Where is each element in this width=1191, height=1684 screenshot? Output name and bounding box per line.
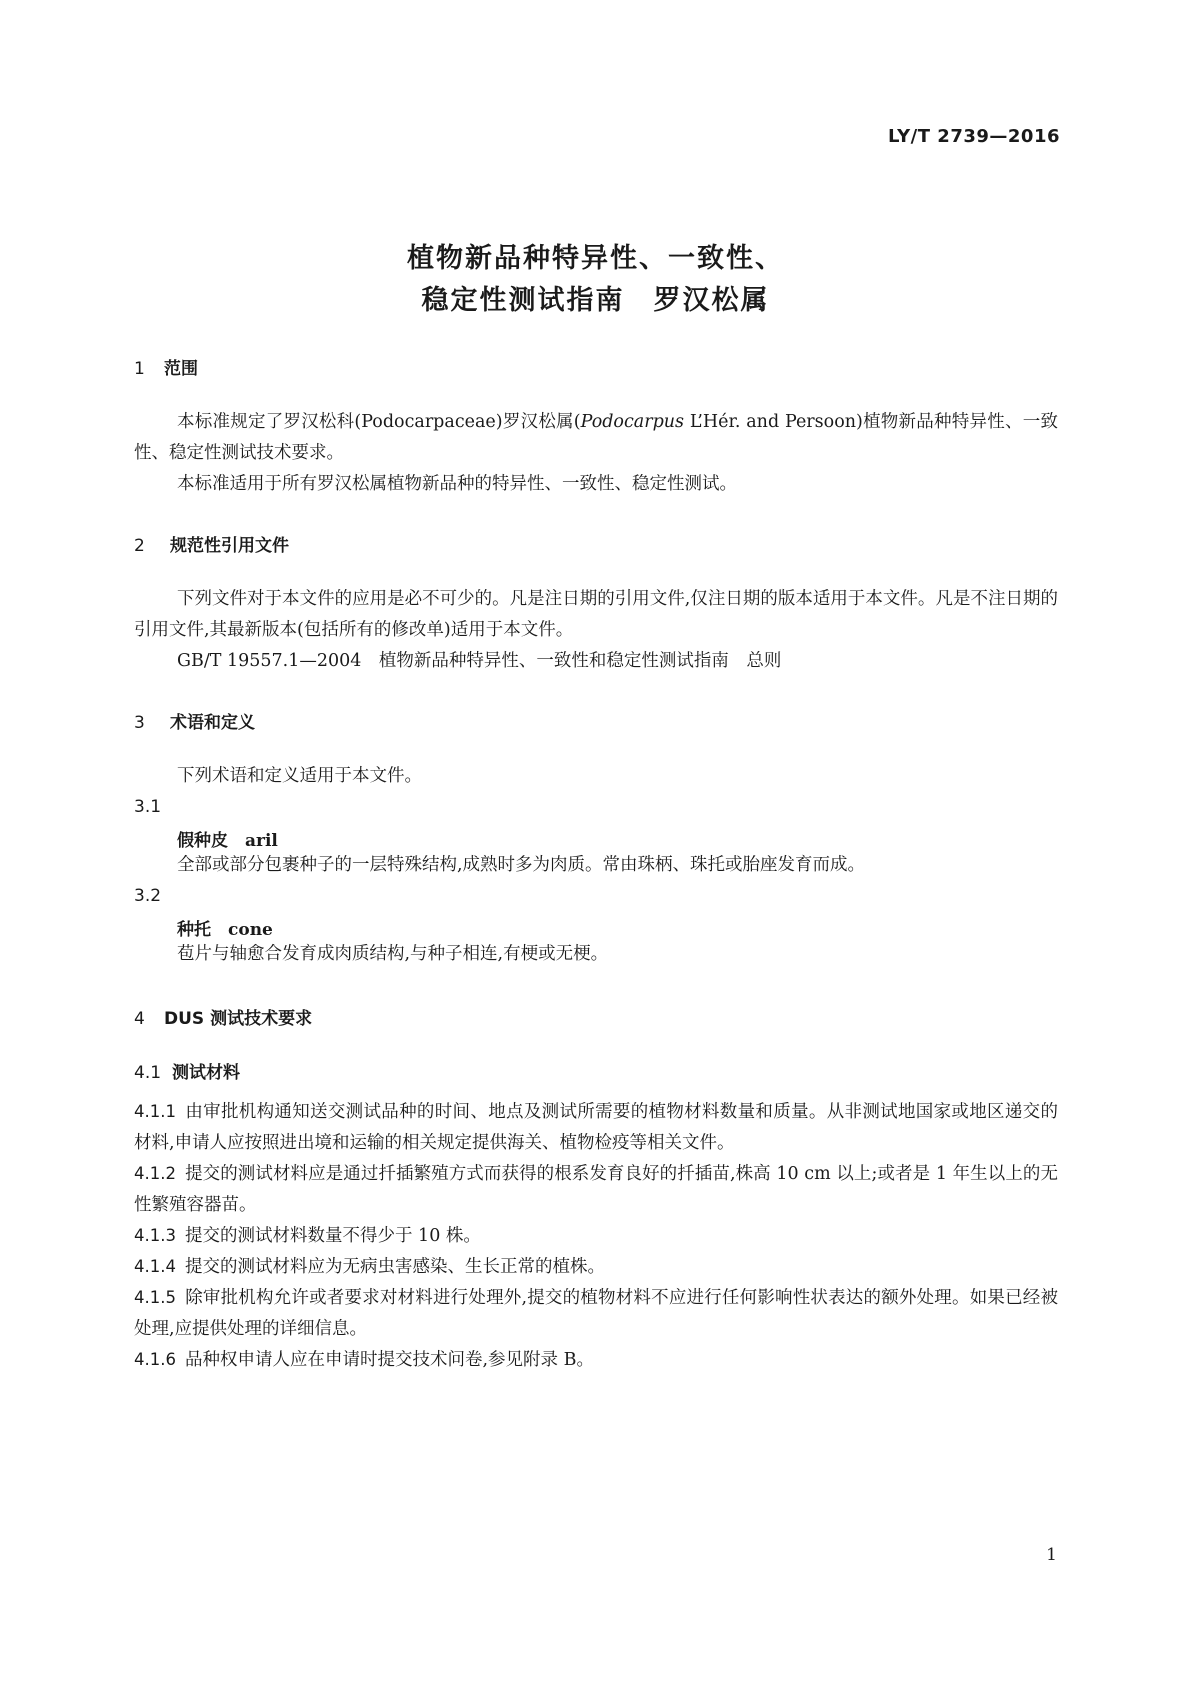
term-name: 假种皮 aril bbox=[177, 831, 278, 851]
term-name: 种托 cone bbox=[177, 920, 273, 940]
document-title-line-2: 稳定性测试指南 罗汉松属 bbox=[421, 285, 770, 316]
item-text: 提交的测试材料应为无病虫害感染、生长正常的植株。 bbox=[185, 1257, 605, 1277]
item-number: 4.1.3 bbox=[134, 1226, 176, 1245]
scope-text-a: 本标准规定了罗汉松科(Podocarpaceae)罗汉松属( bbox=[177, 412, 581, 432]
section-title: 术语和定义 bbox=[170, 713, 255, 733]
section-number: 2 bbox=[134, 536, 145, 556]
item-text: 除审批机构允许或者要求对材料进行处理外,提交的植物材料不应进行任何影响性状表达的额外处理。如果已经被处理,应提供处理的详细信息。 bbox=[134, 1288, 1058, 1339]
subsection-number: 4.1 bbox=[134, 1063, 162, 1083]
item-text: 由审批机构通知送交测试品种的时间、地点及测试所需要的植物材料数量和质量。从非测试地国家或地区递交的材料,申请人应按照进出境和运输的相关规定提供海关、植物检疫等相关文件。 bbox=[134, 1102, 1058, 1153]
terms-intro: 下列术语和定义适用于本文件。 bbox=[177, 766, 422, 786]
list-item bbox=[134, 1251, 1058, 1283]
scope-paragraph-2: 本标准适用于所有罗汉松属植物新品种的特异性、一致性、稳定性测试。 bbox=[177, 474, 737, 494]
item-text: 提交的测试材料应是通过扦插繁殖方式而获得的根系发育良好的扦插苗,株高 10 cm 以上;或者是 1 年生以上的无性繁殖容器苗。 bbox=[134, 1164, 1058, 1215]
scope-text-b: L’Hér. and Persoon)植物新品种特异性、一致性、稳定性测试技术要求。 bbox=[134, 412, 1058, 463]
genus-name: Podocarpus bbox=[580, 412, 685, 432]
normative-reference-entry: GB/T 19557.1—2004 植物新品种特异性、一致性和稳定性测试指南 总则 bbox=[177, 651, 782, 671]
document-title-line-1: 植物新品种特异性、一致性、 bbox=[407, 243, 784, 274]
term-number: 3.2 bbox=[134, 886, 162, 906]
subsection-title: 测试材料 bbox=[172, 1063, 240, 1083]
list-item bbox=[134, 1220, 1058, 1252]
item-number: 4.1.1 bbox=[134, 1102, 176, 1121]
item-text: 提交的测试材料数量不得少于 10 株。 bbox=[185, 1226, 481, 1246]
section-number: 1 bbox=[134, 359, 145, 379]
term-definition: 全部或部分包裹种子的一层特殊结构,成熟时多为肉质。常由珠柄、珠托或胎座发育而成。 bbox=[177, 855, 866, 875]
section-title: DUS 测试技术要求 bbox=[164, 1009, 313, 1029]
scope-paragraph-1 bbox=[134, 407, 1058, 469]
subsection-4-1-heading bbox=[134, 1058, 240, 1083]
normative-references-paragraph: 下列文件对于本文件的应用是必不可少的。凡是注日期的引用文件,仅注日期的版本适用于本文件。凡是不注日期的引用文件,其最新版本(包括所有的修改单)适用于本文件。 bbox=[134, 589, 1058, 640]
section-title: 规范性引用文件 bbox=[170, 536, 289, 556]
item-number: 4.1.2 bbox=[134, 1164, 176, 1183]
standard-code: LY/T 2739—2016 bbox=[887, 126, 1060, 147]
item-number: 4.1.6 bbox=[134, 1350, 176, 1369]
list-item bbox=[134, 1158, 1058, 1221]
term-definition: 苞片与轴愈合发育成肉质结构,与种子相连,有梗或无梗。 bbox=[177, 944, 609, 964]
section-number: 4 bbox=[134, 1009, 145, 1029]
section-3-heading bbox=[134, 708, 255, 733]
section-2-heading bbox=[134, 531, 289, 556]
section-title: 范围 bbox=[164, 359, 198, 379]
term-number: 3.1 bbox=[134, 797, 162, 817]
section-4-heading bbox=[134, 1004, 312, 1029]
list-item bbox=[134, 1344, 1058, 1376]
list-item bbox=[134, 1282, 1058, 1345]
item-number: 4.1.5 bbox=[134, 1288, 176, 1307]
item-text: 品种权申请人应在申请时提交技术问卷,参见附录 B。 bbox=[185, 1350, 594, 1370]
list-item bbox=[134, 1096, 1058, 1159]
item-number: 4.1.4 bbox=[134, 1257, 176, 1276]
section-number: 3 bbox=[134, 713, 145, 733]
page-number: 1 bbox=[1046, 1545, 1057, 1565]
section-1-heading bbox=[134, 354, 198, 379]
